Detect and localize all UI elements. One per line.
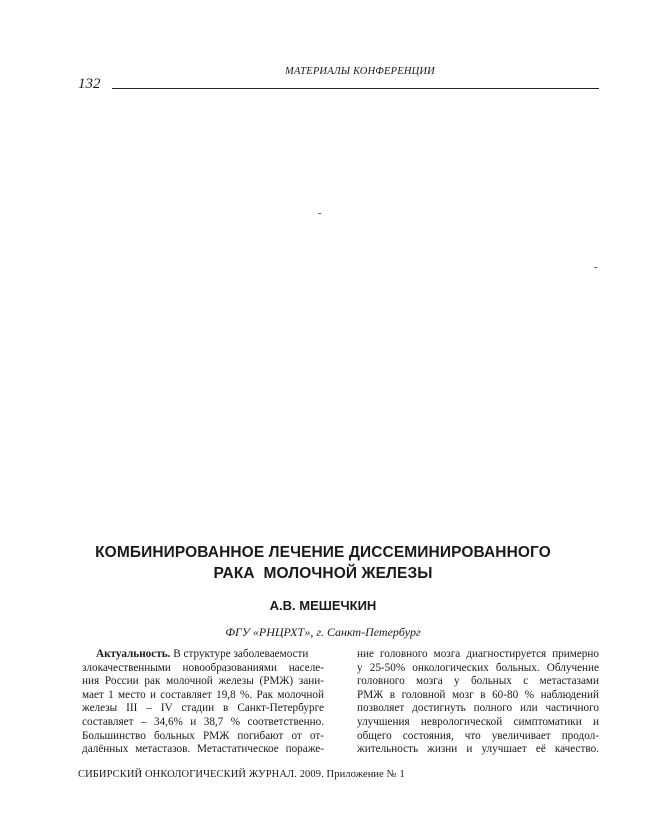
left-column	[82, 648, 324, 757]
page-number: 132	[78, 76, 101, 92]
author-name: А.В. МЕШЕЧКИН	[269, 598, 377, 613]
text-line: Большинство больных РМЖ погибают от от-	[82, 729, 324, 742]
text-line: мает 1 место и составляет 19,8 %. Рак молочной	[82, 688, 324, 701]
text-line: головного мозга у больных с метастазами	[357, 675, 599, 688]
text-fragment: В структуре заболеваемости	[170, 648, 309, 660]
running-header: МАТЕРИАЛЫ КОНФЕРЕНЦИИ	[285, 66, 435, 77]
stray-mark: -	[594, 262, 598, 273]
text-line	[82, 648, 324, 662]
journal-footer: СИБИРСКИЙ ОНКОЛОГИЧЕСКИЙ ЖУРНАЛ. 2009. Приложение № 1	[78, 769, 405, 780]
stray-mark: -	[318, 208, 322, 219]
article-title	[60, 542, 586, 584]
text-line: улучшения неврологической симптоматики и	[357, 715, 599, 728]
text-line: далённых метастазов. Метастатическое пораже-	[82, 743, 324, 756]
text-line: злокачественными новообразованиями населе-	[82, 661, 324, 674]
text-line: РМЖ в головной мозг в 60-80 % наблюдений	[357, 688, 599, 701]
text-line: позволяет достигнуть полного или частичного	[357, 702, 599, 715]
text-line: жительность жизни и улучшает её качество.	[357, 743, 599, 756]
text-line: общего состояния, что увеличивает продол-	[357, 729, 599, 742]
title-line: КОМБИНИРОВАННОЕ ЛЕЧЕНИЕ ДИССЕМИНИРОВАННОГО	[95, 544, 551, 561]
text-line: у 25-50% онкологических больных. Облучение	[357, 661, 599, 674]
text-line: ние головного мозга диагностируется примерно	[357, 648, 599, 660]
text-line: железы III – IV стадии в Санкт-Петербурге	[82, 702, 324, 715]
text-line: ния России рак молочной железы (РМЖ) зани-	[82, 675, 324, 688]
text-line: составляет – 34,6% и 38,7 % соответственно.	[82, 715, 324, 728]
title-line: РАКА МОЛОЧНОЙ ЖЕЛЕЗЫ	[213, 565, 433, 582]
right-column	[357, 648, 599, 757]
affiliation: ФГУ «РНЦРХТ», г. Санкт-Петербург	[225, 625, 421, 639]
section-lead: Актуальность.	[96, 648, 171, 660]
header-rule	[112, 88, 599, 89]
